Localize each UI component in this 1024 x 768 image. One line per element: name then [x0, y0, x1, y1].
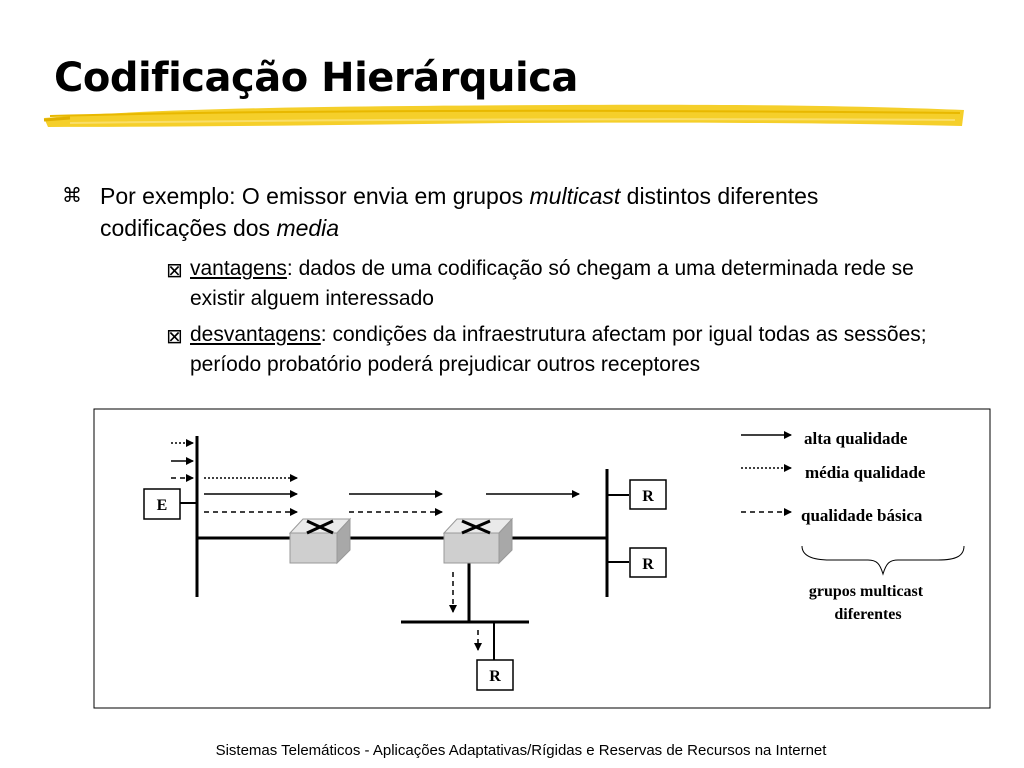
bullet-emphasis-media: media [276, 215, 340, 241]
sender-label: E [156, 497, 168, 514]
slide-title: Codificação Hierárquica [54, 55, 578, 101]
bullet-text-part: Por exemplo: O emissor envia em grupos [100, 183, 530, 209]
legend-brace [802, 546, 964, 574]
receiver-label: R [489, 668, 501, 685]
legend-medium-label: média qualidade [805, 463, 926, 482]
sub-bullet-body: : dados de uma codificação só chegam a uma determinada rede se existir alguem interessado [190, 257, 914, 310]
legend-group-caption: grupos multicast [808, 583, 924, 600]
legend-high-label: alta qualidade [804, 429, 908, 448]
legend-group-caption: diferentes [834, 606, 902, 623]
bullet-emphasis-multicast: multicast [529, 183, 621, 209]
slide-footer: Sistemas Telemáticos - Aplicações Adaptativas/Rígidas e Reservas de Recursos na Internet [215, 742, 827, 759]
checkbox-x-icon: ⊠ [166, 326, 183, 348]
router-icon [290, 519, 350, 563]
sub-bullet-label: desvantagens [190, 323, 321, 346]
checkbox-x-icon: ⊠ [166, 260, 183, 282]
receiver-label: R [642, 556, 654, 573]
receiver-label: R [642, 488, 654, 505]
command-bullet-icon: ⌘ [62, 185, 82, 207]
sub-bullet-label: vantagens [190, 257, 287, 280]
diagram-frame [94, 409, 990, 708]
sub-bullet-body: : condições da infraestrutura afectam por igual todas as sessões; período probatório poderá prejudicar outros receptores [190, 323, 927, 376]
legend-basic-label: qualidade básica [801, 506, 923, 525]
router-icon [444, 519, 512, 563]
bullet-text-part: distintos diferentes codificações dos [100, 183, 819, 241]
